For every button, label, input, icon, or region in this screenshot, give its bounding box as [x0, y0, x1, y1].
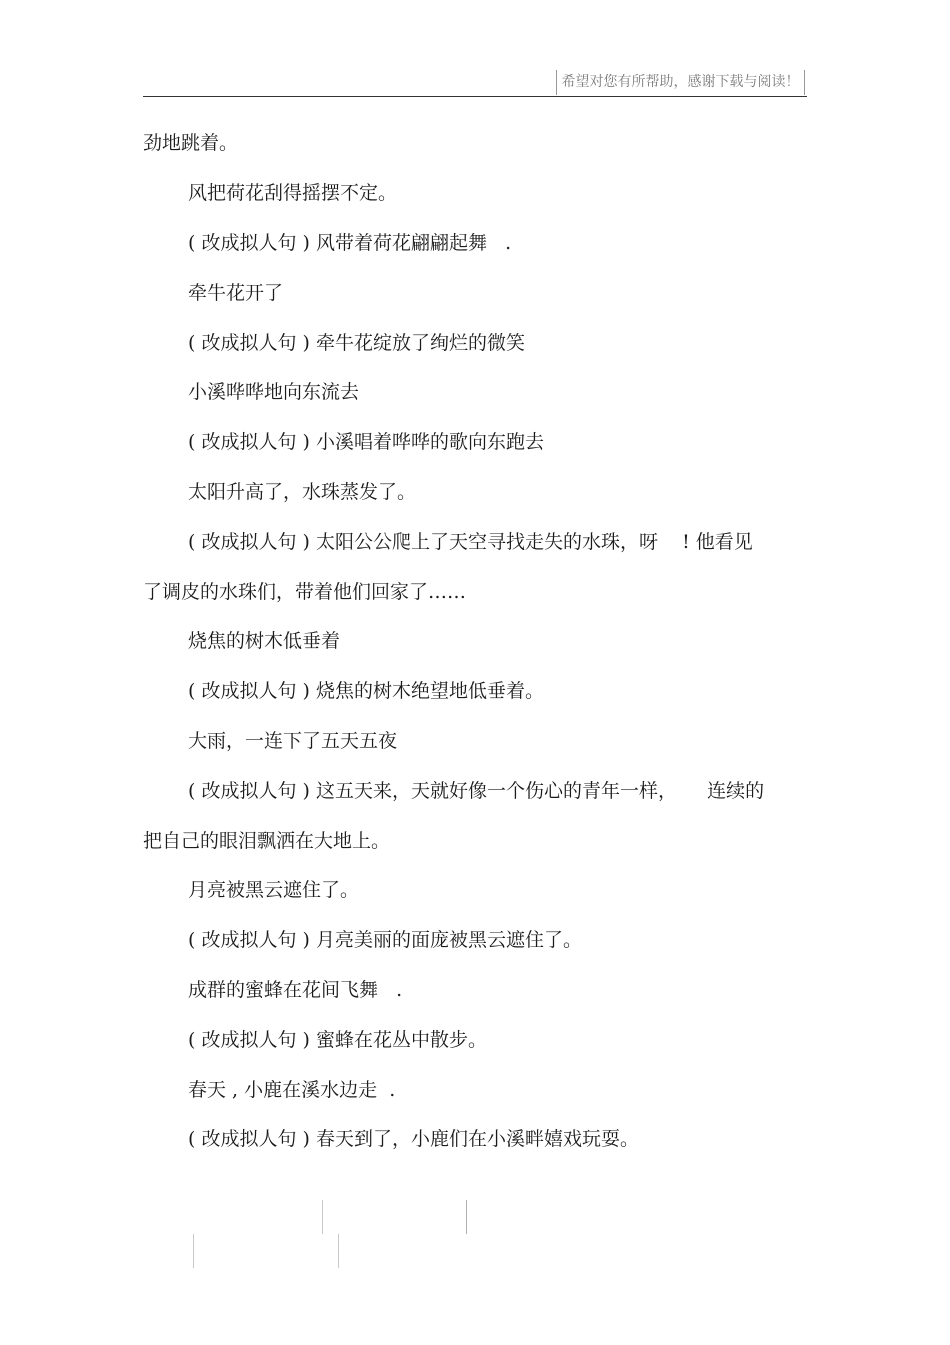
text-line: 风把荷花刮得摇摆不定。: [188, 182, 398, 204]
header-note: 希望对您有所帮助，感谢下载与阅读！: [556, 70, 805, 95]
faint-vertical-stroke: [338, 1234, 339, 1268]
text-line: 成群的蜜蜂在花间飞舞 .: [188, 979, 403, 1001]
text-line: ( 改成拟人句 ) 风带着荷花翩翩起舞 .: [188, 232, 512, 254]
text-line: 劲地跳着。: [143, 132, 239, 154]
text-line: 烧焦的树木低垂着: [188, 630, 341, 652]
faint-vertical-stroke: [322, 1200, 323, 1234]
text-line: 小溪哗哗地向东流去: [188, 381, 360, 403]
text-line: 太阳升高了，水珠蒸发了。: [188, 481, 417, 503]
text-line: 牵牛花开了: [188, 282, 284, 304]
text-line: ( 改成拟人句 ) 牵牛花绽放了绚烂的微笑: [188, 332, 525, 354]
text-line: 大雨，一连下了五天五夜: [188, 730, 398, 752]
text-line: 了调皮的水珠们，带着他们回家了……: [143, 581, 467, 603]
faint-vertical-stroke: [193, 1234, 194, 1268]
header-rule: [143, 96, 807, 97]
text-line: ( 改成拟人句 ) 这五天来，天就好像一个伤心的青年一样， 连续的: [188, 780, 765, 802]
text-line: ( 改成拟人句 ) 太阳公公爬上了天空寻找走失的水珠，呀 ! 他看见: [188, 531, 753, 553]
text-line: 把自己的眼泪飘洒在大地上。: [143, 830, 391, 852]
text-line: 春天 , 小鹿在溪水边走 .: [188, 1079, 396, 1101]
text-line: ( 改成拟人句 ) 烧焦的树木绝望地低垂着。: [188, 680, 544, 702]
text-line: ( 改成拟人句 ) 小溪唱着哗哗的歌向东跑去: [188, 431, 544, 453]
faint-vertical-stroke: [466, 1200, 467, 1234]
text-line: 月亮被黑云遮住了。: [188, 879, 360, 901]
text-line: ( 改成拟人句 ) 月亮美丽的面庞被黑云遮住了。: [188, 929, 582, 951]
text-line: ( 改成拟人句 ) 春天到了，小鹿们在小溪畔嬉戏玩耍。: [188, 1128, 639, 1150]
text-line: ( 改成拟人句 ) 蜜蜂在花丛中散步。: [188, 1029, 487, 1051]
